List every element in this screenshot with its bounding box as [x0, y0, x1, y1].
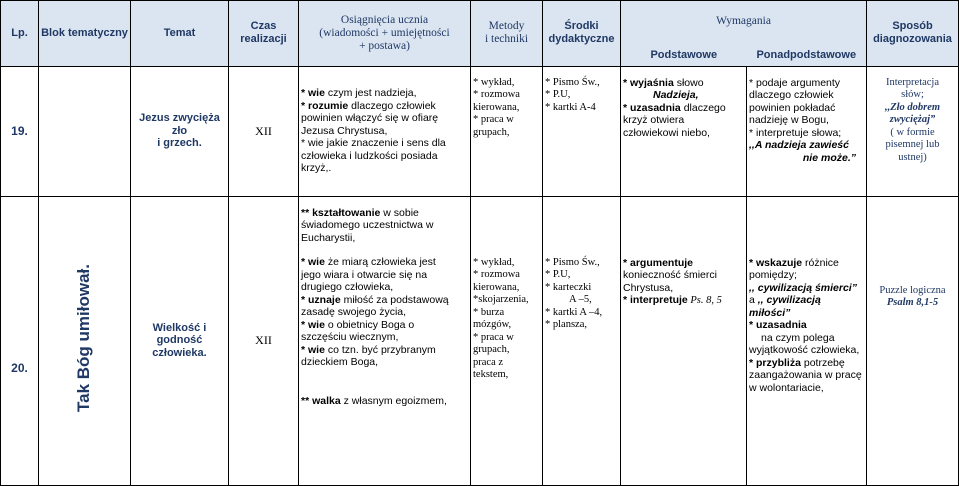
- row-block: [39, 196, 131, 485]
- adv-line: powinien pokładać: [749, 101, 836, 114]
- header-diagnosis-line: diagnozowania: [873, 33, 952, 46]
- ach-line: Eucharystii,: [301, 231, 356, 244]
- row-time: XII: [229, 196, 299, 485]
- row-time: XII: [229, 66, 299, 196]
- row-advanced: [747, 66, 867, 196]
- diag-line: zwyciężaj”: [889, 114, 936, 125]
- basic-line: Chrystusa,: [623, 281, 674, 294]
- diag-line: Psalm 8,1-5: [886, 297, 939, 308]
- adv-line: ,, cywilizacją śmierci”: [749, 281, 857, 294]
- method-line: * rozmowa: [473, 269, 520, 280]
- adv-line: * przybliża potrzebę: [749, 356, 845, 369]
- basic-line: Nadzieja,: [653, 89, 699, 101]
- adv-line: dlaczego człowiek: [749, 89, 834, 101]
- adv-line: * wskazuje różnice: [749, 256, 839, 269]
- row-lp: 19.: [1, 66, 39, 196]
- method-line: praca z: [473, 356, 504, 368]
- row-basic: [621, 196, 747, 485]
- header-diagnosis: [867, 1, 959, 67]
- means-line: * kartki A –4,: [545, 306, 603, 318]
- ach-line: drugiego człowieka,: [301, 281, 394, 293]
- adv-line: * interpretuje słowa;: [749, 126, 842, 139]
- means-line: * P.U,: [545, 269, 571, 280]
- basic-line: * wyjaśnia słowo: [623, 76, 704, 89]
- ach-line: * wie że miarą człowieka jest: [301, 256, 436, 268]
- adv-line: na czym polega: [761, 331, 835, 344]
- method-line: mózgów,: [473, 319, 512, 330]
- ach-line: krzyż,.: [301, 162, 332, 175]
- row-means: [543, 66, 621, 196]
- topic-line: Jezus zwycięża zło: [139, 112, 220, 137]
- row-methods: [471, 196, 543, 485]
- method-line: grupach,: [473, 344, 510, 355]
- header-topic: Temat: [131, 1, 229, 67]
- ach-line: zasadę swojego życia,: [301, 306, 407, 318]
- row-achievements: [299, 196, 471, 485]
- ach-line: * wie co tzn. być przybranym: [301, 343, 436, 356]
- topic-line: człowieka.: [152, 346, 207, 359]
- row-topic: [131, 66, 229, 196]
- diag-line: słów;: [901, 89, 924, 100]
- header-methods-line: i techniki: [484, 33, 529, 46]
- header-lp: Lp.: [1, 1, 39, 67]
- header-time-line: Czas: [250, 20, 277, 33]
- ach-line: * wie jakie znaczenie i sens dla: [301, 137, 446, 150]
- basic-line: krzyż otwiera: [623, 114, 685, 126]
- adv-line: w wolontariacie,: [749, 381, 824, 394]
- diag-line: pisemnej lub: [885, 139, 940, 150]
- ach-line: dzieckiem Boga,: [301, 356, 379, 368]
- row-diagnosis: [867, 196, 959, 485]
- diag-line: Interpretacja: [885, 76, 940, 88]
- means-line: * plansza,: [545, 319, 587, 330]
- header-advanced: Ponadpodstawowe: [747, 48, 867, 67]
- method-line: * wykład,: [473, 76, 515, 88]
- row-advanced: [747, 196, 867, 485]
- header-achievements-line: (wiadomości + umiejętności: [319, 26, 450, 39]
- row-block: [39, 66, 131, 196]
- block-title: Tak Bóg umiłował.: [74, 264, 94, 413]
- header-means-line: Środki: [564, 20, 599, 33]
- row-means: [543, 196, 621, 485]
- header-achievements-line: + postawa): [359, 39, 410, 52]
- adv-line: ,,A nadzieja zawieść: [749, 139, 849, 151]
- ach-line: człowieka i ludzkości posiada: [301, 149, 438, 162]
- method-line: * wykład,: [473, 256, 515, 268]
- ach-line: Jezusa Chrystusa,: [301, 124, 388, 137]
- header-time-line: realizacji: [240, 33, 287, 46]
- ach-line: szczęściu wiecznym,: [301, 331, 399, 343]
- row-lp: 20.: [1, 196, 39, 485]
- method-line: * praca w: [473, 114, 514, 125]
- ach-line: * rozumie dlaczego człowiek: [301, 99, 436, 112]
- means-line: * kartki A-4: [545, 101, 596, 113]
- header-diagnosis-line: Sposób: [892, 20, 933, 33]
- header-means-line: dydaktyczne: [548, 33, 615, 46]
- means-line: * karteczki: [545, 281, 592, 293]
- header-achievements-line: Osiągnięcia ucznia: [340, 13, 429, 26]
- means-line: * P.U,: [545, 89, 571, 100]
- basic-line: * uzasadnia dlaczego: [623, 101, 726, 114]
- topic-line: Wielkość i godność: [152, 321, 207, 347]
- method-line: grupach,: [473, 126, 510, 138]
- row-methods: [471, 66, 543, 196]
- method-line: * rozmowa: [473, 89, 520, 100]
- basic-line: * interpretuje Ps. 8, 5: [623, 294, 722, 306]
- diag-line: ustnej): [898, 151, 927, 163]
- method-line: * praca w: [473, 331, 514, 343]
- adv-line: nie może.”: [802, 151, 856, 164]
- header-achievements: [299, 1, 471, 67]
- header-row: [1, 1, 959, 48]
- method-line: kierowana,: [473, 101, 520, 113]
- row-achievements: [299, 66, 471, 196]
- diag-line: Puzzle logiczna: [879, 284, 946, 296]
- adv-line: * podaje argumenty: [749, 76, 841, 89]
- ach-line: jego wiara i otwarcie się na: [301, 268, 428, 281]
- means-line: A –5,: [569, 294, 592, 305]
- method-line: *skojarzenia,: [473, 294, 529, 305]
- ach-line: ** walka z własnym egoizmem,: [301, 394, 447, 407]
- ach-line: * wie o obietnicy Boga o: [301, 318, 415, 331]
- adv-line: wyjątkowość człowieka,: [749, 344, 860, 356]
- basic-line: człowiekowi niebo,: [623, 126, 710, 139]
- table-row: [1, 196, 959, 485]
- diag-line: ( w formie: [890, 126, 935, 138]
- row-diagnosis: [867, 66, 959, 196]
- adv-line: zaangażowania w pracę: [749, 369, 862, 381]
- row-basic: [621, 66, 747, 196]
- table-row: [1, 66, 959, 196]
- header-block: Blok tematyczny: [39, 1, 131, 67]
- means-line: * Pismo Św.,: [545, 76, 600, 88]
- basic-line: konieczność śmierci: [623, 269, 717, 281]
- adv-line: a ,, cywilizacją miłości”: [749, 294, 821, 319]
- row-topic: [131, 196, 229, 485]
- header-requirements: Wymagania: [621, 1, 867, 48]
- adv-line: pomiędzy;: [749, 269, 797, 281]
- ach-line: * uznaje miłość za podstawową: [301, 293, 449, 306]
- ach-line: powinien włączyć się w ofiarę: [301, 112, 439, 125]
- ach-line: świadomego uczestnictwa w: [301, 219, 434, 231]
- adv-line: * uzasadnia: [749, 319, 807, 331]
- method-line: * burza: [473, 306, 505, 318]
- header-methods-line: Metody: [488, 20, 525, 33]
- diag-line: ,,Zło dobrem: [884, 101, 941, 113]
- topic-line: i grzech.: [157, 137, 202, 150]
- header-basic: Podstawowe: [621, 48, 747, 67]
- header-means: [543, 1, 621, 67]
- basic-line: * argumentuje: [623, 256, 694, 269]
- method-line: tekstem,: [473, 369, 509, 380]
- adv-line: nadzieję w Bogu,: [749, 114, 829, 126]
- method-line: kierowana,: [473, 281, 520, 293]
- means-line: * Pismo Św.,: [545, 256, 600, 268]
- ach-line: * wie czym jest nadzieja,: [301, 87, 417, 100]
- ach-line: ** kształtowanie w sobie: [301, 206, 419, 219]
- header-methods: [471, 1, 543, 67]
- header-time: [229, 1, 299, 67]
